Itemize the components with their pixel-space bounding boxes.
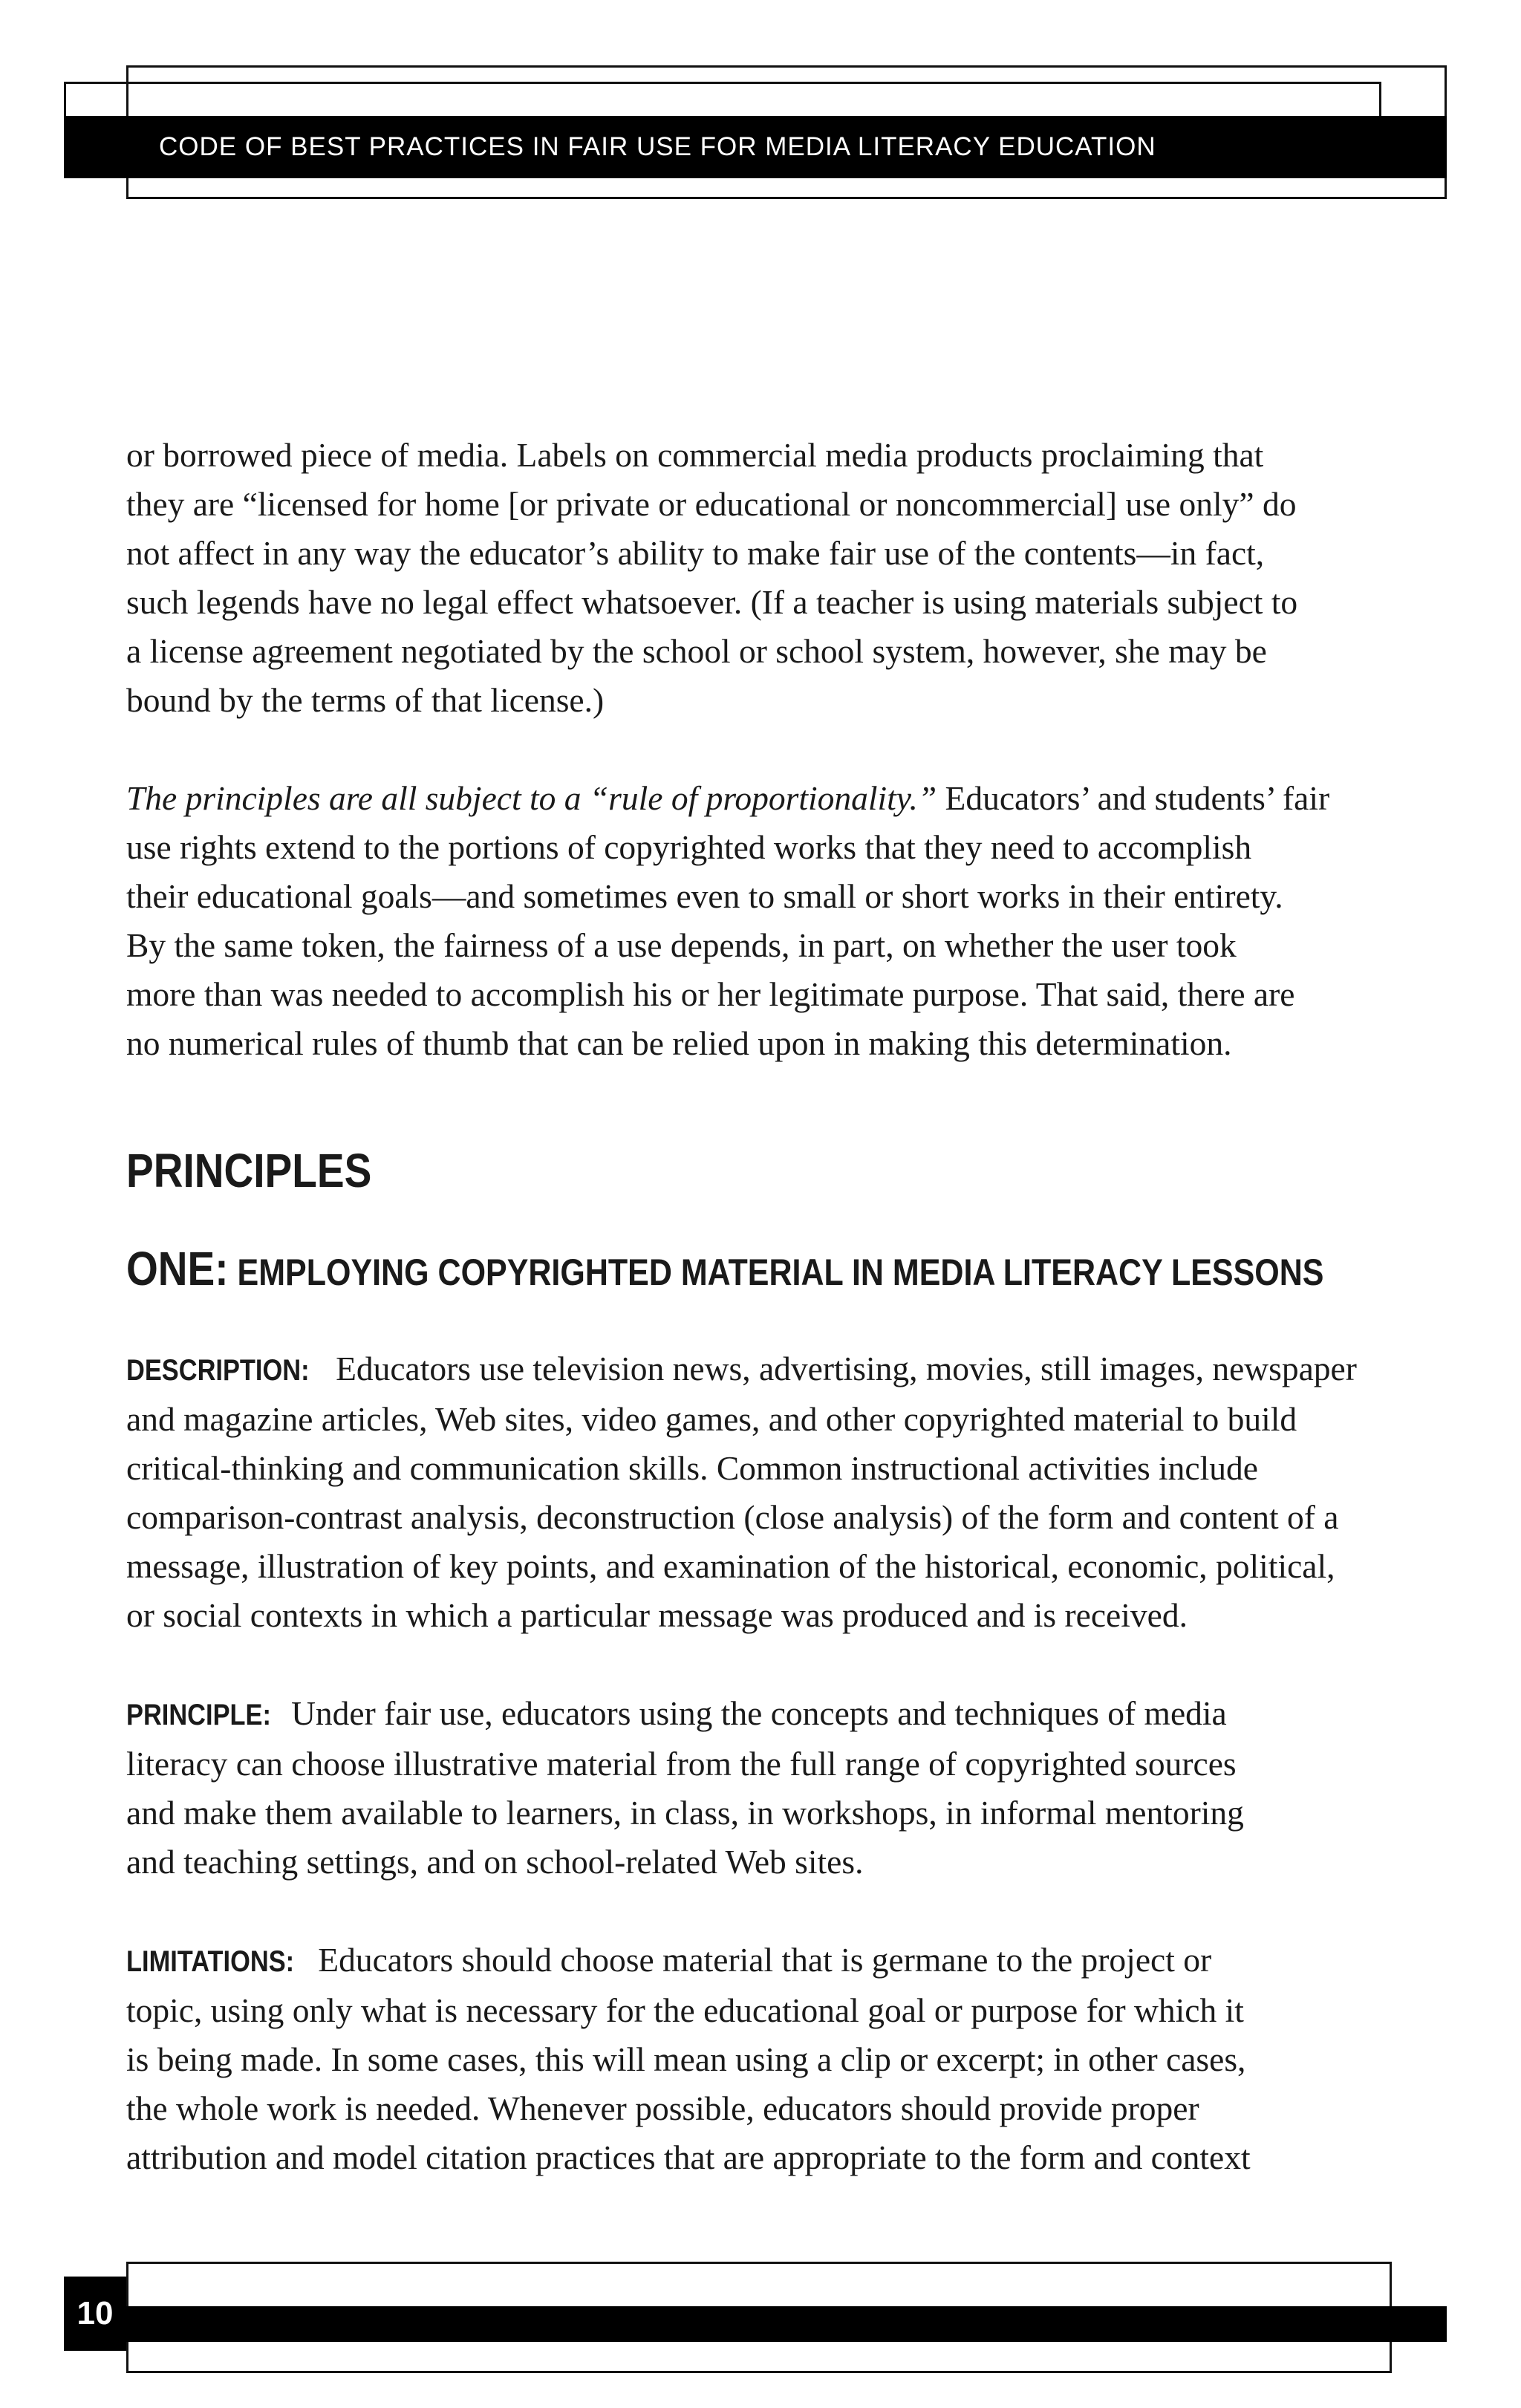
text-line: their educational goals—and sometimes even to small or short works in their entirety.	[126, 877, 1283, 915]
text-line: such legends have no legal effect whatsoever. (If a teacher is using materials subject to	[126, 583, 1298, 621]
text-run: Educators use television news, advertising, movies, still images, newspaper	[327, 1350, 1357, 1387]
text-line	[126, 1344, 1396, 1395]
text-line: message, illustration of key points, and examination of the historical, economic, political,	[126, 1547, 1335, 1585]
text-line: they are “licensed for home [or private or educational or noncommercial] use only” do	[126, 485, 1297, 523]
page-number: 10	[76, 2295, 114, 2331]
text-run: Educators should choose material that is germane to the project or	[309, 1941, 1212, 1979]
text-line: comparison-contrast analysis, deconstruction (close analysis) of the form and content of a	[126, 1498, 1339, 1536]
header-frame-corner	[64, 82, 128, 116]
principle-heading	[126, 1239, 1324, 1310]
text-line: By the same token, the fairness of a use depends, in part, on whether the user took	[126, 926, 1237, 964]
principle-number: ONE:	[126, 1242, 229, 1295]
section-title: PRINCIPLES	[126, 1144, 372, 1197]
page-body	[126, 431, 1396, 2182]
text-line: no numerical rules of thumb that can be relied upon in making this determination.	[126, 1024, 1232, 1062]
limitations-block	[126, 1936, 1396, 2182]
text-line	[126, 1936, 1396, 1986]
text-line: use rights extend to the portions of copyrighted works that they need to accomplish	[126, 828, 1252, 866]
italic-lead: The principles are all subject to a “rule of proportionality.”	[126, 779, 937, 817]
principle-block	[126, 1689, 1396, 1887]
text-line: topic, using only what is necessary for the educational goal or purpose for which it	[126, 1991, 1244, 2029]
text-line: or social contexts in which a particular message was produced and is received.	[126, 1596, 1188, 1634]
description-label: DESCRIPTION:	[126, 1354, 310, 1387]
text-line: attribution and model citation practices that are appropriate to the form and context	[126, 2138, 1251, 2176]
paragraph-proportionality	[126, 774, 1396, 1068]
text-line: and magazine articles, Web sites, video games, and other copyrighted material to build	[126, 1400, 1297, 1438]
principle-title: EMPLOYING COPYRIGHTED MATERIAL IN MEDIA LITERACY LESSONS	[228, 1252, 1324, 1293]
text-line: is being made. In some cases, this will mean using a clip or excerpt; in other cases,	[126, 2040, 1246, 2078]
text-line: and make them available to learners, in class, in workshops, in informal mentoring	[126, 1794, 1244, 1832]
principle-label: PRINCIPLE:	[126, 1699, 271, 1731]
paragraph-licensing	[126, 431, 1396, 725]
text-line: a license agreement negotiated by the school or school system, however, she may be	[126, 632, 1267, 670]
limitations-label: LIMITATIONS:	[126, 1945, 295, 1978]
text-line	[126, 1689, 1396, 1740]
text-line: or borrowed piece of media. Labels on commercial media products proclaiming that	[126, 436, 1264, 474]
text-line: the whole work is needed. Whenever possible, educators should provide proper	[126, 2089, 1199, 2127]
text-line: bound by the terms of that license.)	[126, 681, 605, 719]
text-line: more than was needed to accomplish his or her legitimate purpose. That said, there are	[126, 975, 1295, 1013]
text-line: critical-thinking and communication skills. Common instructional activities include	[126, 1449, 1258, 1487]
text-line: literacy can choose illustrative material from the full range of copyrighted sources	[126, 1745, 1237, 1783]
description-block	[126, 1344, 1396, 1640]
text-line: and teaching settings, and on school-related Web sites.	[126, 1843, 864, 1881]
text-line: not affect in any way the educator’s ability to make fair use of the contents—in fact,	[126, 534, 1265, 572]
running-title: CODE OF BEST PRACTICES IN FAIR USE FOR MEDIA LITERACY EDUCATION	[159, 132, 1156, 161]
text-line	[126, 774, 1396, 823]
text-run: Educators’ and students’ fair	[937, 779, 1330, 817]
footer-bar	[64, 2306, 1447, 2342]
text-run: Under fair use, educators using the concepts and techniques of media	[282, 1694, 1227, 1732]
